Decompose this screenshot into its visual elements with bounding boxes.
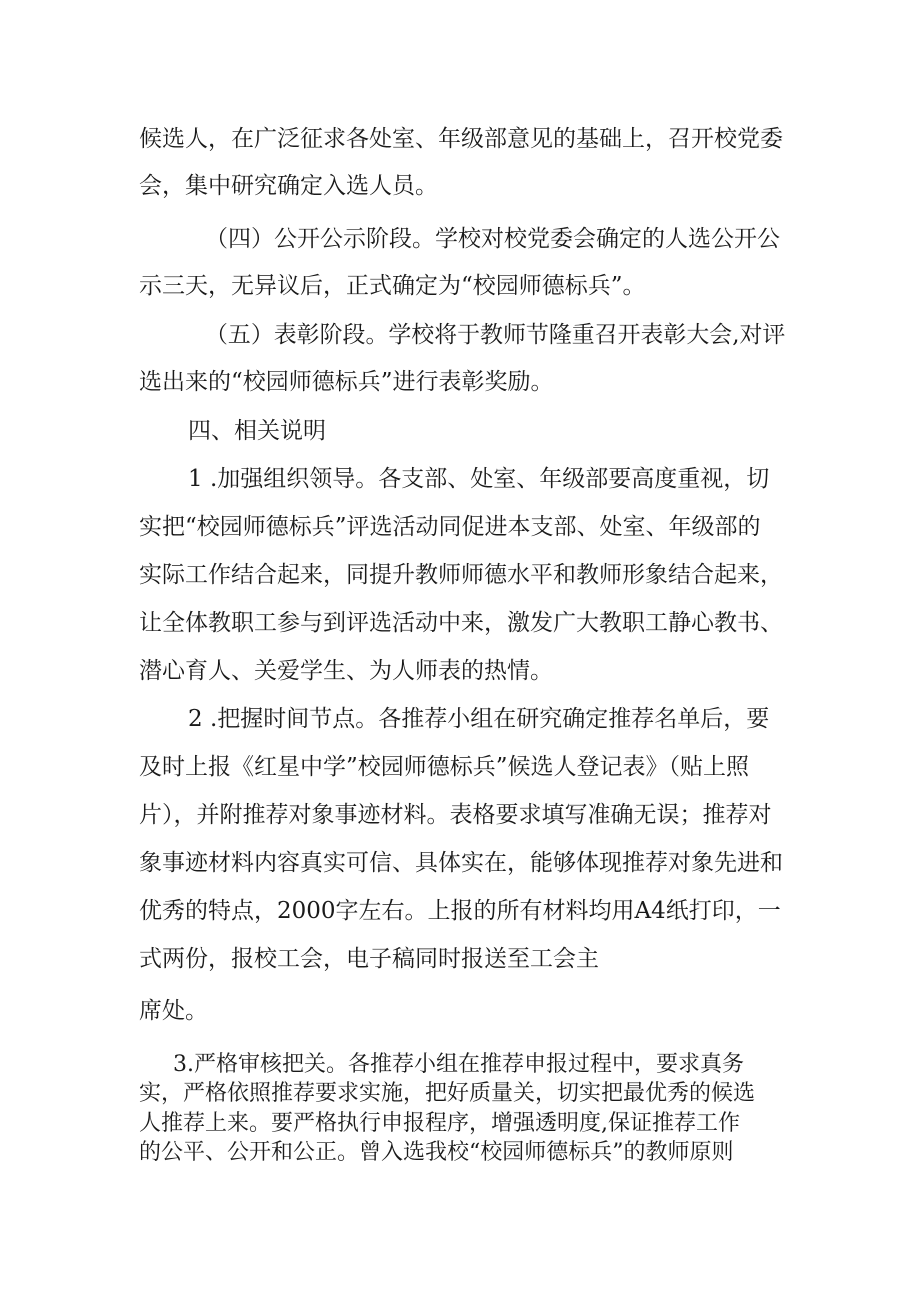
paragraph-line: 候选人，在广泛征求各处室、年级部意见的基础上，召开校党委 [139,126,783,152]
paragraph-line: 实把“校园师德标兵”评选活动同促进本支部、处室、年级部的 [139,514,761,540]
paragraph-line: 潜心育人、关爱学生、为人师表的热情。 [139,658,553,684]
paragraph-line: 式两份，报校工会，电子稿同时报送至工会主 [139,946,599,972]
paragraph-line: 实，严格依照推荐要求实施，把好质量关，切实把最优秀的候选 [139,1081,756,1106]
paragraph-line: 席处。 [139,998,208,1024]
paragraph-line: 3.严格审核把关。各推荐小组在推荐申报过程中，要求真务 [173,1052,744,1077]
paragraph-line: （四）公开公示阶段。学校对校党委会确定的人选公开公 [205,226,780,252]
section-heading: 四、相关说明 [188,418,326,444]
paragraph-line: 2 .把握时间节点。各推荐小组在研究确定推荐名单后，要 [188,706,770,732]
paragraph-line: 的公平、公开和公正。曾入选我校“校园师德标兵”的教师原则 [139,1140,734,1165]
paragraph-line: 及时上报《红星中学”校园师德标兵”候选人登记表》（贴上照 [139,754,750,780]
paragraph-line: 选出来的“校园师德标兵”进行表彰奖励。 [139,369,554,395]
paragraph-line: 实际工作结合起来，同提升教师师德水平和教师形象结合起来， [139,562,783,588]
paragraph-line: 优秀的特点，2000字左右。上报的所有材料均用A4纸打印，一 [139,898,781,924]
paragraph-line: 片），并附推荐对象事迹材料。表格要求填写准确无误；推荐对 [139,802,772,828]
paragraph-line: 人推荐上来。要严格执行申报程序，增强透明度,保证推荐工作 [139,1111,740,1136]
paragraph-line: 示三天，无异议后，正式确定为“校园师德标兵”。 [139,273,646,299]
paragraph-line: 象事迹材料内容真实可信、具体实在，能够体现推荐对象先进和 [139,850,783,876]
paragraph-line: 1 .加强组织领导。各支部、处室、年级部要高度重视，切 [188,466,770,492]
paragraph-line: 会，集中研究确定入选人员。 [139,173,438,199]
paragraph-line: （五）表彰阶段。学校将于教师节隆重召开表彰大会,对评 [205,322,786,348]
paragraph-line: 让全体教职工参与到评选活动中来，激发广大教职工静心教书、 [139,610,783,636]
